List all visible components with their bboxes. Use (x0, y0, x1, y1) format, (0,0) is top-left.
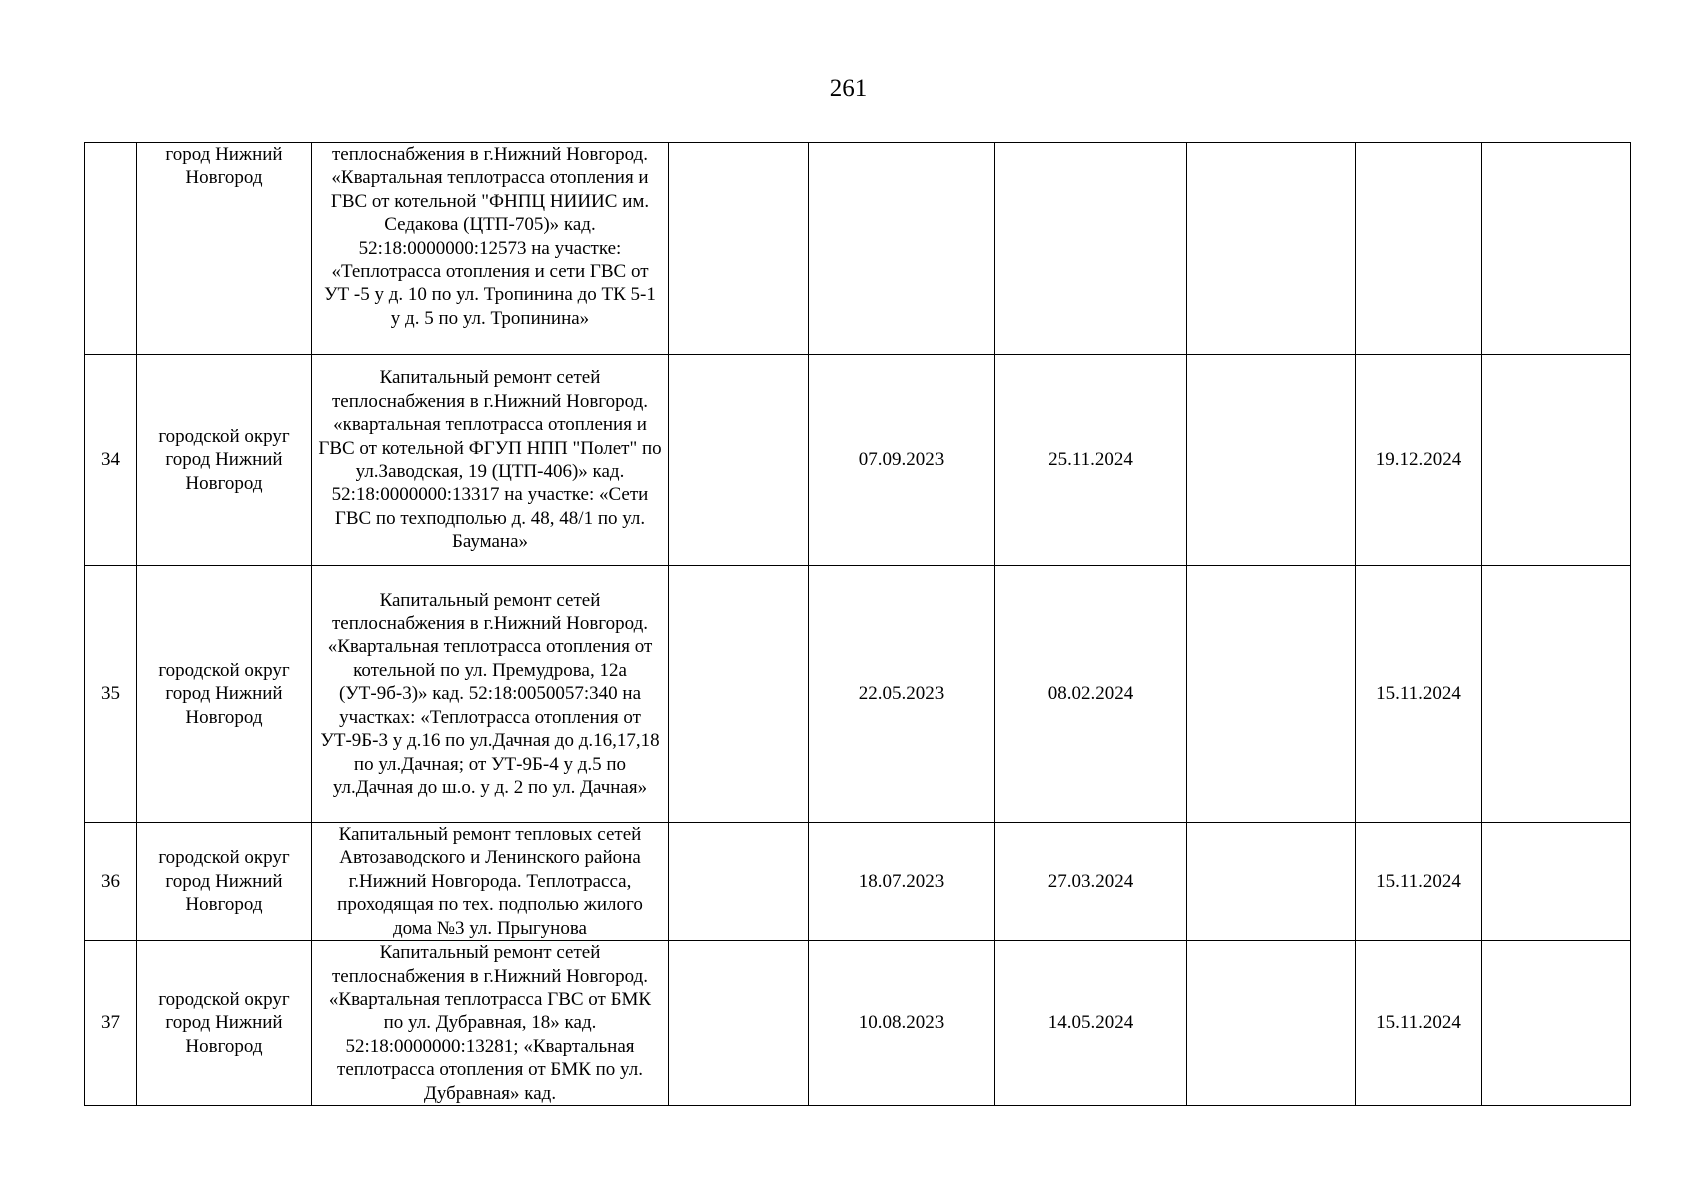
date-cell: 19.12.2024 (1356, 355, 1482, 566)
empty-cell (1482, 823, 1631, 941)
table-row (85, 566, 1631, 823)
object-description-cell: теплоснабжения в г.Нижний Новгород. «Квартальная теплотрасса отопления и ГВС от котельной "ФНПЦ НИИИС им. Седакова (ЦТП-705)» кад. 52:18:0000000:12573 на участке: «Теплотрасса отопления и сети ГВС от УТ -5 у д. 10 по ул. Тропинина до ТК 5-1 у д. 5 по ул. Тропинина» (312, 143, 669, 355)
object-description-cell: Капитальный ремонт сетей теплоснабжения в г.Нижний Новгород. «квартальная теплотрасса отопления и ГВС от котельной ФГУП НПП "Полет" по ул.Заводская, 19 (ЦТП-406)» кад. 52:18:0000000:13317 на участке: «Сети ГВС по техподполью д. 48, 48/1 по ул. Баумана» (312, 355, 669, 566)
date-cell: 08.02.2024 (995, 566, 1187, 823)
empty-cell (1187, 941, 1356, 1106)
empty-cell (669, 143, 809, 355)
empty-cell (669, 941, 809, 1106)
date-cell: 14.05.2024 (995, 941, 1187, 1106)
municipality-cell: город Нижний Новгород (137, 143, 312, 355)
municipality-cell: городской округ город Нижний Новгород (137, 823, 312, 941)
table-row (85, 355, 1631, 566)
row-number: 37 (85, 941, 137, 1106)
empty-cell (1482, 355, 1631, 566)
empty-cell (1482, 566, 1631, 823)
empty-cell (1187, 566, 1356, 823)
object-description-cell: Капитальный ремонт сетей теплоснабжения в г.Нижний Новгород. «Квартальная теплотрасса отопления от котельной по ул. Премудрова, 12а (УТ-9б-3)» кад. 52:18:0050057:340 на участках: «Теплотрасса отопления от УТ-9Б-3 у д.16 по ул.Дачная до д.16,17,18 по ул.Дачная; от УТ-9Б-4 у д.5 по ул.Дачная до ш.о. у д. 2 по ул. Дачная» (312, 566, 669, 823)
table-row (85, 941, 1631, 1106)
empty-cell (1187, 355, 1356, 566)
empty-cell (1482, 143, 1631, 355)
date-cell: 10.08.2023 (809, 941, 995, 1106)
municipality-cell: городской округ город Нижний Новгород (137, 941, 312, 1106)
date-cell: 15.11.2024 (1356, 941, 1482, 1106)
municipality-cell: городской округ город Нижний Новгород (137, 566, 312, 823)
date-cell: 18.07.2023 (809, 823, 995, 941)
date-cell: 27.03.2024 (995, 823, 1187, 941)
object-description-cell: Капитальный ремонт сетей теплоснабжения в г.Нижний Новгород. «Квартальная теплотрасса ГВС от БМК по ул. Дубравная, 18» кад. 52:18:0000000:13281; «Квартальная теплотрасса отопления от БМК по ул. Дубравная» кад. (312, 941, 669, 1106)
empty-cell (669, 823, 809, 941)
empty-cell (669, 355, 809, 566)
date-cell: 15.11.2024 (1356, 566, 1482, 823)
empty-cell (1187, 823, 1356, 941)
date-cell (1356, 143, 1482, 355)
row-number: 35 (85, 566, 137, 823)
table-row (85, 143, 1631, 355)
municipality-cell: городской округ город Нижний Новгород (137, 355, 312, 566)
page-number: 261 (829, 75, 868, 102)
date-cell (995, 143, 1187, 355)
empty-cell (1187, 143, 1356, 355)
table-row (85, 823, 1631, 941)
date-cell: 07.09.2023 (809, 355, 995, 566)
row-number: 34 (85, 355, 137, 566)
date-cell: 25.11.2024 (995, 355, 1187, 566)
empty-cell (669, 566, 809, 823)
empty-cell (1482, 941, 1631, 1106)
date-cell: 15.11.2024 (1356, 823, 1482, 941)
object-description-cell: Капитальный ремонт тепловых сетей Автозаводского и Ленинского района г.Нижний Новгорода. Теплотрасса, проходящая по тех. подполью жилого дома №3 ул. Прыгунова (312, 823, 669, 941)
date-cell (809, 143, 995, 355)
date-cell: 22.05.2023 (809, 566, 995, 823)
object-table (84, 142, 1631, 1106)
row-number (85, 143, 137, 355)
row-number: 36 (85, 823, 137, 941)
